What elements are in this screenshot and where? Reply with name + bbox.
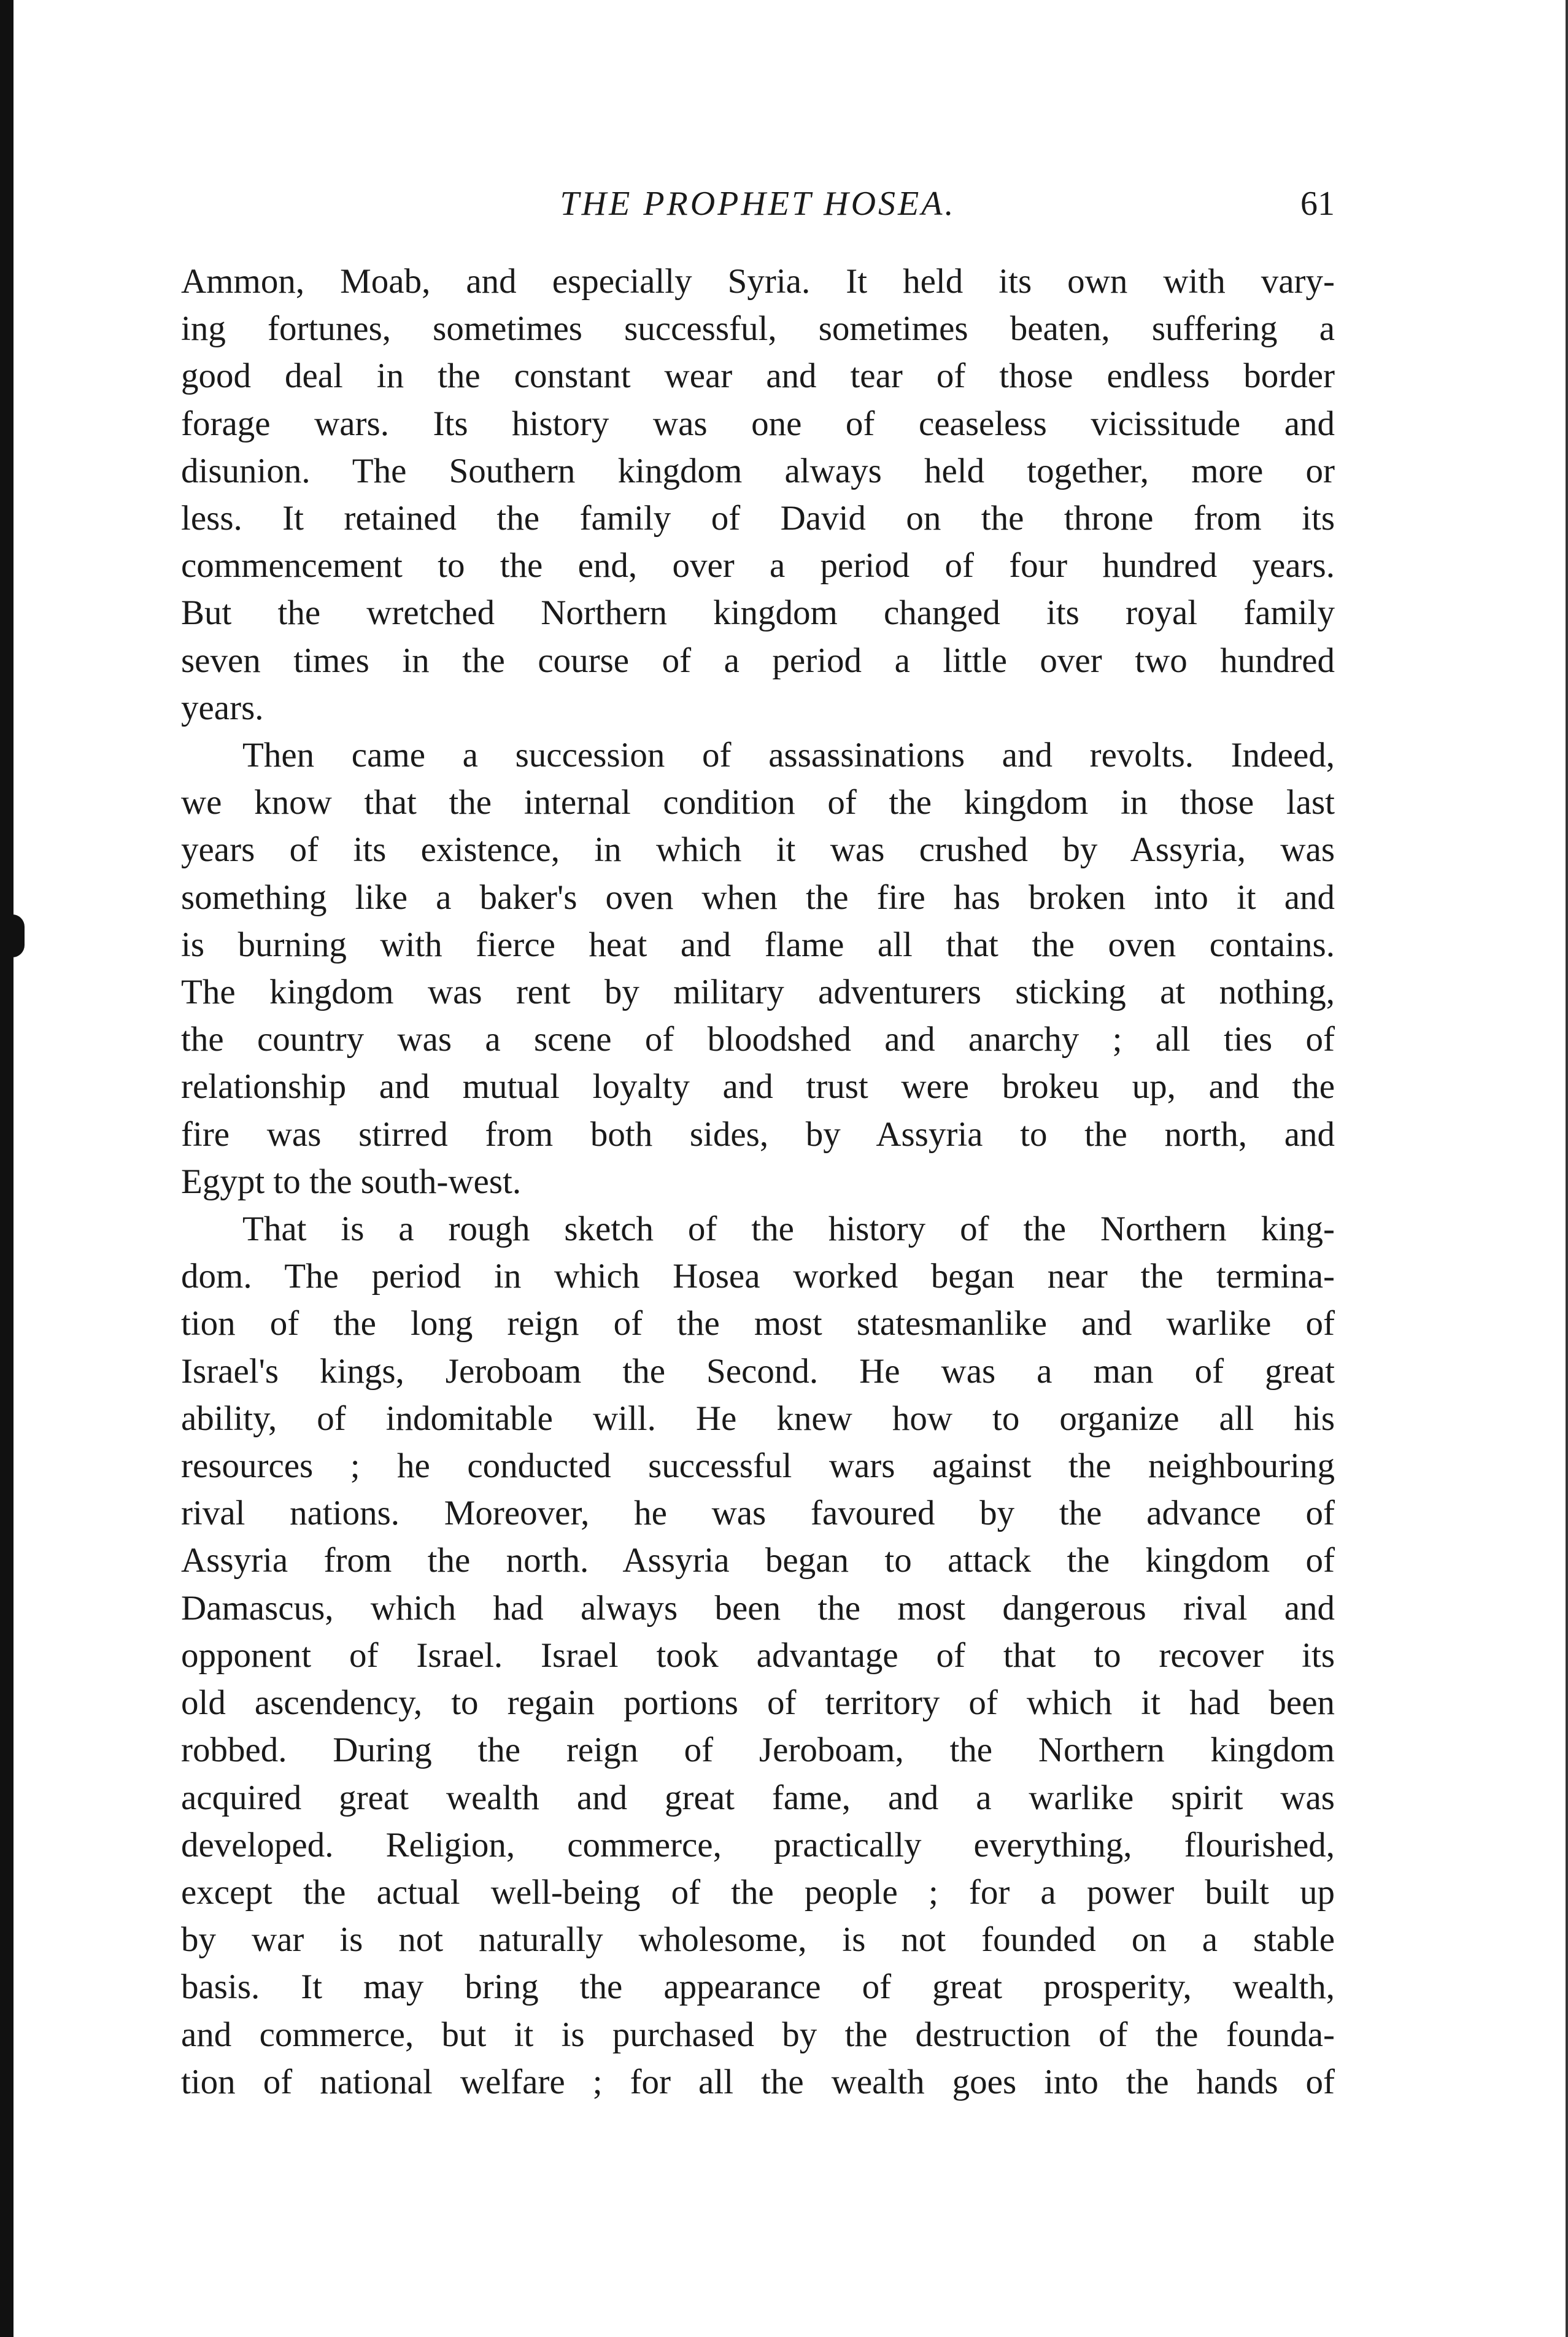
- text-line: But the wretched Northern kingdom changed its royal family: [181, 593, 1335, 633]
- running-head: [181, 184, 1335, 233]
- text-line: we know that the internal condition of the kingdom in those last: [181, 783, 1335, 822]
- text-line: something like a baker's oven when the fire has broken into it and: [181, 878, 1335, 917]
- text-line: relationship and mutual loyalty and trust were brokeu up, and the: [181, 1067, 1335, 1107]
- text-line: developed. Religion, commerce, practically everything, flourished,: [181, 1825, 1335, 1864]
- text-line: Damascus, which had always been the most dangerous rival and: [181, 1588, 1335, 1628]
- text-line: Israel's kings, Jeroboam the Second. He was a man of great: [181, 1351, 1335, 1391]
- text-line: the country was a scene of bloodshed and anarchy ; all ties of: [181, 1020, 1335, 1059]
- text-line: fire was stirred from both sides, by Assyria to the north, and: [181, 1114, 1335, 1154]
- text-line: tion of national welfare ; for all the wealth goes into the hands of: [181, 2062, 1335, 2101]
- paragraph-start-line: Then came a succession of assassinations and revolts. Indeed,: [242, 736, 1335, 775]
- text-line: acquired great wealth and great fame, and a warlike spirit was: [181, 1778, 1335, 1817]
- text-line: except the actual well-being of the people ; for a power built up: [181, 1872, 1335, 1912]
- book-page: [181, 184, 1335, 2106]
- text-line: Assyria from the north. Assyria began to attack the kingdom of: [181, 1541, 1335, 1580]
- text-line: seven times in the course of a period a little over two hundred: [181, 641, 1335, 680]
- text-line: rival nations. Moreover, he was favoured by the advance of: [181, 1494, 1335, 1533]
- text-line: forage wars. Its history was one of ceaseless vicissitude and: [181, 404, 1335, 443]
- page-number: 61: [1300, 185, 1335, 223]
- running-title: THE PROPHET HOSEA.: [560, 185, 956, 223]
- text-line: is burning with fierce heat and flame all that the oven contains.: [181, 925, 1335, 964]
- paragraph-start-line: That is a rough sketch of the history of the Northern king-: [242, 1210, 1335, 1249]
- text-line: opponent of Israel. Israel took advantage of that to recover its: [181, 1636, 1335, 1675]
- text-line: old ascendency, to regain portions of territory of which it had been: [181, 1683, 1335, 1723]
- text-line: and commerce, but it is purchased by the destruction of the founda-: [181, 2015, 1335, 2054]
- text-line: by war is not naturally wholesome, is not founded on a stable: [181, 1920, 1335, 1960]
- text-line: years of its existence, in which it was crushed by Assyria, was: [181, 830, 1335, 870]
- text-line: less. It retained the family of David on the throne from its: [181, 499, 1335, 538]
- scan-border-notch: [11, 914, 25, 957]
- body-text: [181, 258, 1335, 2106]
- text-line: robbed. During the reign of Jeroboam, the Northern kingdom: [181, 1731, 1335, 1770]
- scan-border-right: [1566, 0, 1568, 2337]
- text-line: commencement to the end, over a period of four hundred years.: [181, 546, 1335, 585]
- text-line: basis. It may bring the appearance of great prosperity, wealth,: [181, 1968, 1335, 2007]
- text-line: Ammon, Moab, and especially Syria. It held its own with vary-: [181, 262, 1335, 301]
- text-line: ability, of indomitable will. He knew how to organize all his: [181, 1399, 1335, 1438]
- text-line: The kingdom was rent by military adventurers sticking at nothing,: [181, 973, 1335, 1012]
- text-line: disunion. The Southern kingdom always held together, more or: [181, 451, 1335, 490]
- text-line: ing fortunes, sometimes successful, sometimes beaten, suffering a: [181, 309, 1335, 349]
- text-line: Egypt to the south-west.: [181, 1162, 522, 1201]
- text-line: tion of the long reign of the most statesmanlike and warlike of: [181, 1304, 1335, 1343]
- text-line: years.: [181, 688, 264, 727]
- text-line: dom. The period in which Hosea worked began near the termina-: [181, 1257, 1335, 1296]
- text-line: good deal in the constant wear and tear of those endless border: [181, 357, 1335, 396]
- text-line: resources ; he conducted successful wars against the neighbouring: [181, 1447, 1335, 1486]
- scan-border-left: [0, 0, 14, 2337]
